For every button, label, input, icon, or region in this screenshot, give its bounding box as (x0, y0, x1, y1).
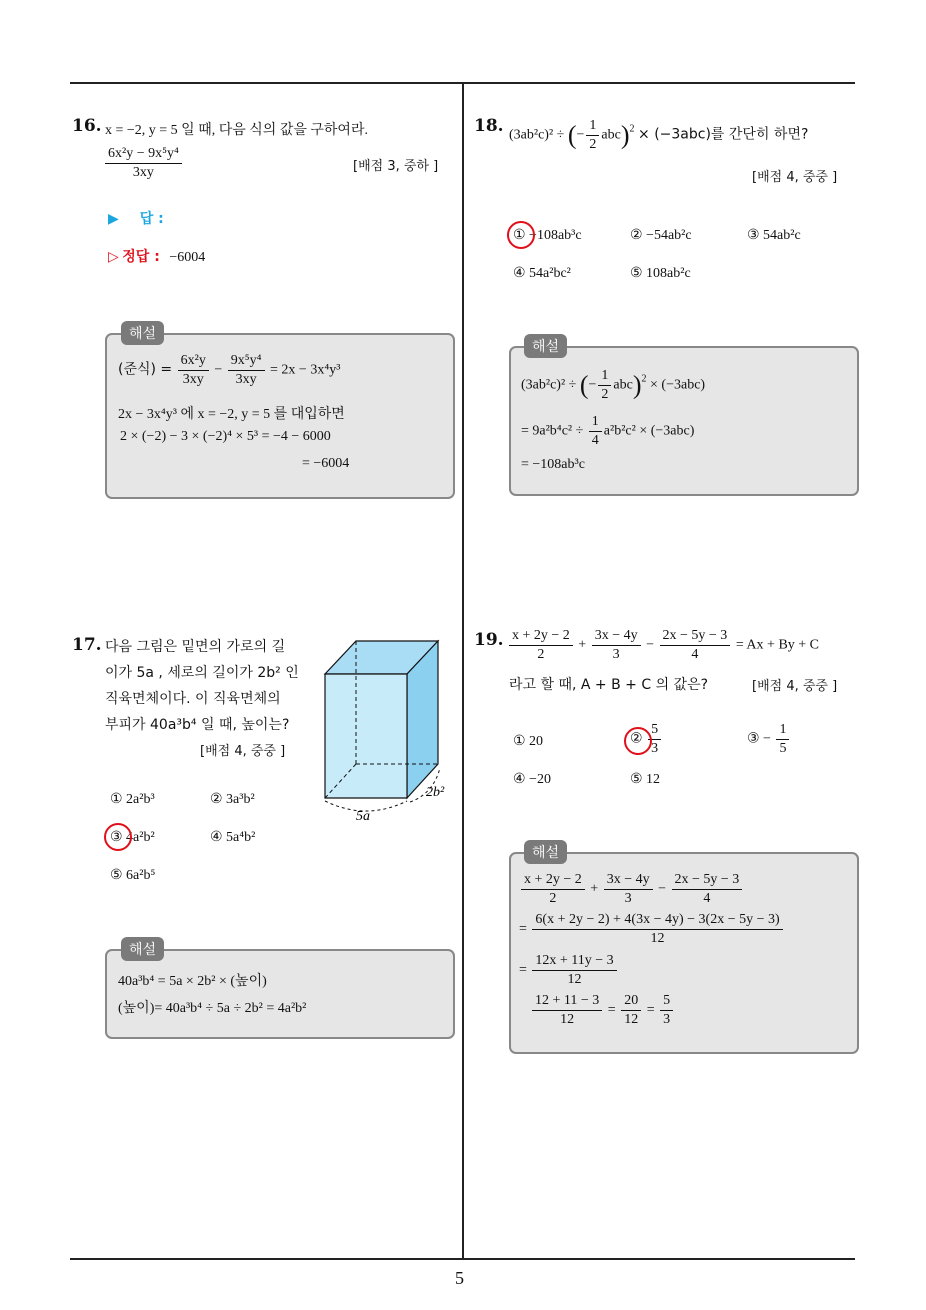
page-number: 5 (455, 1268, 464, 1288)
q19-choice-3[interactable]: ③ − $\frac{1}{5}$ (747, 722, 791, 757)
q19-choice-4[interactable]: ④ −20 (513, 772, 551, 787)
q16-stem: x = −2, y = 5 일 때, 다음 식의 값을 구하여라. (105, 123, 368, 138)
q17-solution-tag: 해설 (121, 937, 164, 961)
q17-stem-3: 직육면체이다. 이 직육면체의 (105, 691, 281, 707)
q18-selected-circle (507, 221, 535, 249)
q17-stem-1: 다음 그림은 밑면의 가로의 길 (105, 639, 286, 655)
q18-number: 18. (474, 116, 504, 136)
q17-points: [배점 4, 중중 ] (200, 744, 286, 759)
q16-sol-line3: 2 × (−2) − 3 × (−2)⁴ × 5³ = −4 − 6000 (120, 429, 331, 444)
q16-sol-line4: = −6004 (302, 456, 350, 471)
q17-sol-line2: (높이)= 40a³b⁴ ÷ 5a ÷ 2b² = 4a²b² (118, 1001, 307, 1016)
q16-number: 16. (72, 116, 102, 136)
q19-choice-2[interactable]: ② $\frac{5}{3}$ (630, 722, 663, 757)
q19-sol-line4: $\frac{12 + 11 - 3}{12}$ = $\frac{20}{12}$ = $\frac{5}{3}$ (530, 993, 675, 1028)
q19-sol-line3: = $\frac{12x + 11y - 3}{12}$ (519, 953, 619, 988)
q18-sol-line1: (3ab²c)² ÷ (− $\frac{1}{2}$ abc)$^2$ × (−3abc) (521, 368, 706, 402)
q19-selected-circle (624, 727, 652, 755)
column-divider (462, 84, 464, 1260)
q16-expr-num: 6x²y − 9x⁵y⁴ (105, 146, 182, 164)
q19-solution-tag: 해설 (524, 840, 567, 864)
q18-choice-2[interactable]: ② −54ab²c (630, 228, 692, 243)
cuboid-figure (318, 636, 458, 826)
q19-points: [배점 4, 중중 ] (752, 679, 838, 694)
q19-number: 19. (474, 630, 504, 650)
figure-label-width: 5a (356, 809, 370, 824)
q18-points: [배점 4, 중중 ] (752, 170, 838, 185)
q16-sol-line2: 2x − 3x⁴y³ 에 x = −2, y = 5 를 대입하면 (118, 407, 345, 422)
q16-expression (103, 146, 184, 181)
q16-sol-line1: (준식) = $\frac{\text{6x²y}}{3xy}$ − $\frac{\text{9x⁵y⁴}}{3xy}$ = 2x − 3x⁴y³ (118, 353, 341, 387)
bottom-rule (70, 1258, 855, 1260)
q17-choice-1[interactable]: ① 2a²b³ (110, 792, 155, 807)
q17-number: 17. (72, 635, 102, 655)
q16-answer-row (108, 208, 164, 228)
q16-correct-row (108, 246, 205, 266)
answer-label: 답 : (139, 211, 164, 227)
correct-label: 정답 : (122, 249, 160, 265)
q17-stem-4: 부피가 40a³b⁴ 일 때, 높이는? (105, 717, 290, 733)
q17-solution-box (105, 949, 455, 1039)
q17-choice-4[interactable]: ④ 5a⁴b² (210, 830, 256, 845)
q17-stem-2: 이가 5a , 세로의 길이가 2b² 인 (105, 665, 299, 681)
q16-expr-den: 3xy (132, 165, 154, 180)
q19-choice-5[interactable]: ⑤ 12 (630, 772, 661, 787)
q19-stem-2: 라고 할 때, A + B + C 의 값은? (509, 677, 709, 693)
outline-arrow-icon: ▷ (108, 249, 119, 265)
correct-value: −6004 (169, 250, 206, 265)
play-arrow-icon: ▶ (108, 211, 119, 227)
q18-sol-line2: = 9a²b⁴c² ÷ $\frac{1}{4}$ a²b²c² × (−3abc) (521, 414, 695, 448)
q16-points: [배점 3, 중하 ] (353, 159, 439, 174)
q18-sol-line3: = −108ab³c (521, 457, 585, 472)
q17-choice-2[interactable]: ② 3a³b² (210, 792, 255, 807)
q18-choice-3[interactable]: ③ 54ab²c (747, 228, 801, 243)
q17-choice-5[interactable]: ⑤ 6a²b⁵ (110, 868, 156, 883)
q18-choice-5[interactable]: ⑤ 108ab²c (630, 266, 691, 281)
q17-choice-3[interactable]: ③ 4a²b² (110, 830, 155, 845)
figure-label-depth: 2b² (426, 785, 445, 800)
q18-choice-1[interactable]: ① −108ab³c (513, 228, 582, 243)
q19-sol-line1: $\frac{x + 2y - 2}{2}$ + $\frac{3x - 4y}{3}$ − $\frac{2x - 5y - 3}{4}$ (519, 872, 744, 907)
q18-choice-4[interactable]: ④ 54a²bc² (513, 266, 571, 281)
q19-sol-line2: = $\frac{6(x + 2y - 2) + 4(3x - 4y) - 3(2x - 5y - 3)}{12}$ (519, 912, 785, 947)
q17-selected-circle (104, 823, 132, 851)
q16-solution-tag: 해설 (121, 321, 164, 345)
q17-sol-line1: 40a³b⁴ = 5a × 2b² × (높이) (118, 974, 267, 989)
q18-stem: (3ab²c)² ÷ (− $\frac{1}{2}$ abc)$^2$ × (−3abc)를 간단히 하면? (509, 118, 809, 152)
q19-choice-1[interactable]: ① 20 (513, 734, 544, 749)
q18-solution-tag: 해설 (524, 334, 567, 358)
q19-equation: $\frac{x + 2y - 2}{2}$ + $\frac{3x - 4y}{3}$ − $\frac{2x - 5y - 3}{4}$ = Ax + By + C (507, 628, 819, 663)
